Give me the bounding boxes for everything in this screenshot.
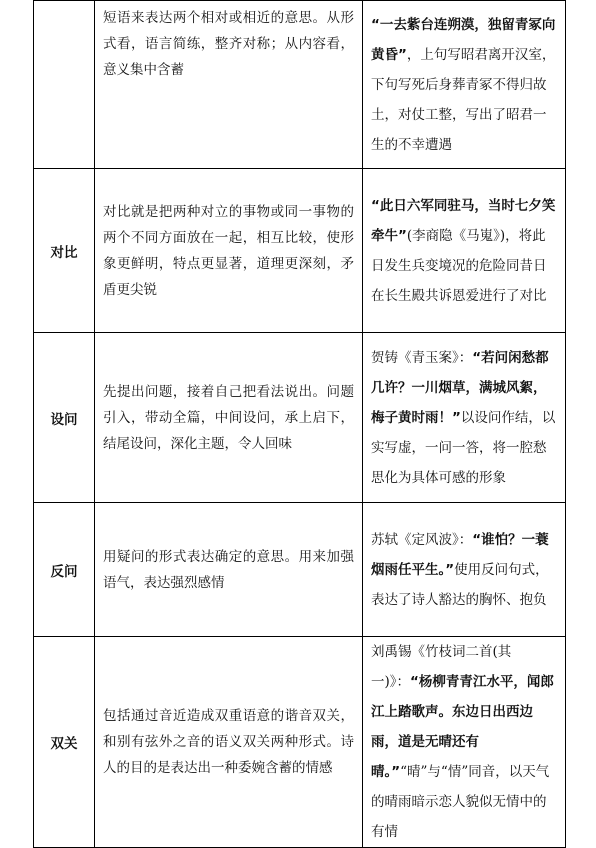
example-explanation: 使用反问句式，表达了诗人豁达的胸怀、抱负 bbox=[371, 561, 549, 608]
device-example bbox=[363, 1, 566, 169]
device-example bbox=[363, 637, 566, 848]
example-source: 刘禹锡《竹枝词二首(其一)》： bbox=[371, 644, 512, 690]
device-name: 双关 bbox=[34, 637, 95, 848]
device-name bbox=[34, 1, 95, 169]
device-description: 对比就是把两种对立的事物或同一事物的两个不同方面放在一起，相互比较，使形象更鲜明，特点更显著，道理更深刻，矛盾更尖锐 bbox=[95, 169, 363, 333]
table-row bbox=[34, 333, 566, 503]
table-row bbox=[34, 637, 566, 848]
device-description: 先提出问题，接着自己把看法说出。问题引入，带动全篇，中间设问，承上启下，结尾设问，深化主题，令人回味 bbox=[95, 333, 363, 503]
example-explanation: 以设问作结，以实写虚，一问一答，将一腔愁思化为具体可感的形象 bbox=[371, 409, 556, 486]
device-description: 短语来表达两个相对或相近的意思。从形式看，语言简练，整齐对称；从内容看，意义集中含蓄 bbox=[95, 1, 363, 169]
example-source: 苏轼《定风波》： bbox=[371, 531, 473, 548]
example-quote: “一去紫台连朔漠，独留青冢向黄昏” bbox=[371, 16, 556, 63]
example-quote: “杨柳青青江水平，闻郎江上踏歌声。东边日出西边雨，道是无晴还有晴。” bbox=[371, 674, 554, 780]
example-quote: “若问闲愁都几许？一川烟草，满城风絮，梅子黄时雨！” bbox=[371, 349, 549, 426]
table-row bbox=[34, 169, 566, 333]
device-example bbox=[363, 169, 566, 333]
example-explanation: “晴”与“情”同音，以天气的晴雨暗示恋人貌似无情中的有情 bbox=[371, 764, 550, 840]
rhetoric-table bbox=[33, 0, 566, 848]
device-example bbox=[363, 333, 566, 503]
example-quote: “谁怕？一蓑烟雨任平生。” bbox=[371, 531, 549, 578]
table-row bbox=[34, 503, 566, 637]
example-quote: “此日六军同驻马，当时七夕笑牵牛” bbox=[371, 197, 556, 244]
device-name: 反问 bbox=[34, 503, 95, 637]
example-explanation: ，上句写昭君离开汉室，下句写死后身葬青冢不得归故土，对仗工整，写出了昭君一生的不幸遭遇 bbox=[371, 46, 556, 153]
example-source: 贺铸《青玉案》： bbox=[371, 349, 473, 366]
example-explanation: (李商隐《马嵬》)，将此日发生兵变境况的危险同昔日在长生殿共诉恩爱进行了对比 bbox=[371, 227, 547, 304]
device-description: 用疑问的形式表达确定的意思。用来加强语气，表达强烈感情 bbox=[95, 503, 363, 637]
device-name: 设问 bbox=[34, 333, 95, 503]
device-description: 包括通过音近造成双重语意的谐音双关，和别有弦外之音的语义双关两种形式。诗人的目的是表达出一种委婉含蓄的情感 bbox=[95, 637, 363, 848]
table-row bbox=[34, 1, 566, 169]
device-example bbox=[363, 503, 566, 637]
device-name: 对比 bbox=[34, 169, 95, 333]
